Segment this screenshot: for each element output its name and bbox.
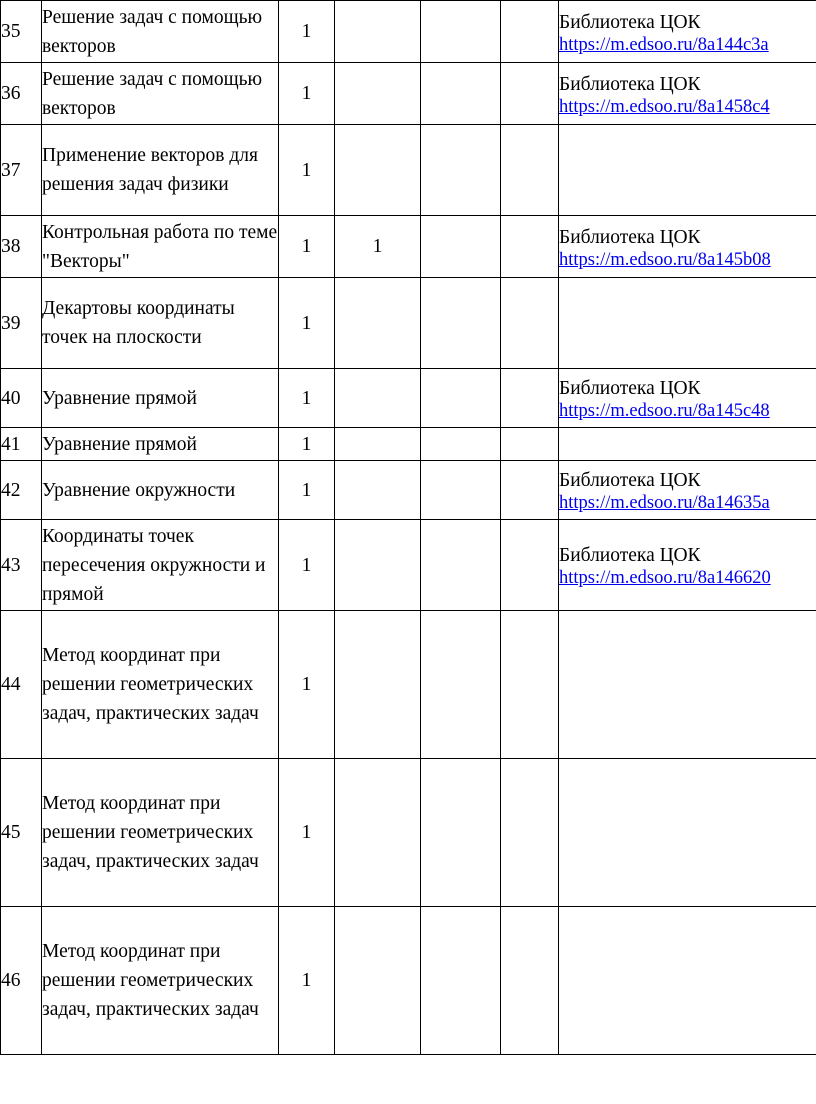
control-works-cell — [335, 1, 421, 63]
control-works-cell — [335, 428, 421, 461]
table-row — [1, 520, 816, 611]
practical-works-cell — [421, 907, 501, 1055]
total-hours-cell: 1 — [279, 369, 335, 428]
practical-works-cell — [421, 611, 501, 759]
study-date-cell — [501, 461, 559, 520]
resource-link[interactable]: https://m.edsoo.ru/8a145c48 — [559, 401, 770, 421]
table-row — [1, 907, 816, 1055]
resource-link[interactable]: https://m.edsoo.ru/8a14635a — [559, 493, 770, 513]
lesson-number-cell: 43 — [1, 520, 42, 611]
library-label: Библиотека ЦОК — [559, 11, 701, 33]
control-works-cell — [335, 125, 421, 216]
study-date-cell — [501, 611, 559, 759]
digital-resources-cell — [559, 63, 816, 125]
control-works-cell — [335, 907, 421, 1055]
resource-link[interactable]: https://m.edsoo.ru/8a145b08 — [559, 249, 771, 270]
practical-works-cell — [421, 1, 501, 63]
digital-resources-cell — [559, 278, 816, 369]
study-date-cell — [501, 369, 559, 428]
lesson-topic-cell: Метод координат при решении геометрических задач, практических задач — [42, 759, 279, 907]
table-row — [1, 759, 816, 907]
study-date-cell — [501, 759, 559, 907]
practical-works-cell — [421, 461, 501, 520]
table-row — [1, 369, 816, 428]
resource-link[interactable]: https://m.edsoo.ru/8a146620 — [559, 568, 771, 588]
control-works-cell — [335, 759, 421, 907]
lesson-number-cell: 36 — [1, 63, 42, 125]
lesson-number-cell: 40 — [1, 369, 42, 428]
control-works-cell — [335, 369, 421, 428]
library-label: Библиотека ЦОК — [559, 378, 701, 399]
total-hours-cell: 1 — [279, 907, 335, 1055]
control-works-cell — [335, 278, 421, 369]
digital-resources-cell — [559, 216, 816, 278]
lesson-topic-cell: Контрольная работа по теме "Векторы" — [42, 216, 279, 278]
control-works-cell — [335, 63, 421, 125]
control-works-cell: 1 — [335, 216, 421, 278]
study-date-cell — [501, 278, 559, 369]
library-label: Библиотека ЦОК — [559, 470, 701, 491]
practical-works-cell — [421, 216, 501, 278]
total-hours-cell: 1 — [279, 520, 335, 611]
library-label: Библиотека ЦОК — [559, 545, 701, 566]
lesson-number-cell: 35 — [1, 1, 42, 63]
lesson-topic-cell: Уравнение прямой — [42, 369, 279, 428]
lesson-number-cell: 45 — [1, 759, 42, 907]
study-date-cell — [501, 216, 559, 278]
table-row — [1, 428, 816, 461]
lesson-number-cell: 46 — [1, 907, 42, 1055]
table-row — [1, 63, 816, 125]
lesson-topic-cell: Метод координат при решении геометрических задач, практических задач — [42, 907, 279, 1055]
study-date-cell — [501, 428, 559, 461]
total-hours-cell: 1 — [279, 125, 335, 216]
digital-resources-cell — [559, 611, 816, 759]
digital-resources-cell — [559, 461, 816, 520]
practical-works-cell — [421, 369, 501, 428]
digital-resources-cell — [559, 520, 816, 611]
lesson-plan-body — [1, 1, 816, 1055]
lesson-number-cell: 41 — [1, 428, 42, 461]
lesson-topic-cell: Координаты точек пересечения окружности и прямой — [42, 520, 279, 611]
total-hours-cell: 1 — [279, 278, 335, 369]
lesson-number-cell: 38 — [1, 216, 42, 278]
lesson-topic-cell: Решение задач с помощью векторов — [42, 63, 279, 125]
digital-resources-cell — [559, 1, 816, 63]
study-date-cell — [501, 1, 559, 63]
lesson-number-cell: 37 — [1, 125, 42, 216]
digital-resources-cell — [559, 428, 816, 461]
digital-resources-cell — [559, 125, 816, 216]
digital-resources-cell — [559, 369, 816, 428]
practical-works-cell — [421, 278, 501, 369]
control-works-cell — [335, 611, 421, 759]
lesson-topic-cell: Метод координат при решении геометрических задач, практических задач — [42, 611, 279, 759]
digital-resources-cell — [559, 907, 816, 1055]
table-row — [1, 1, 816, 63]
control-works-cell — [335, 461, 421, 520]
total-hours-cell: 1 — [279, 63, 335, 125]
control-works-cell — [335, 520, 421, 611]
practical-works-cell — [421, 520, 501, 611]
total-hours-cell: 1 — [279, 428, 335, 461]
library-label: Библиотека ЦОК — [559, 73, 701, 95]
practical-works-cell — [421, 125, 501, 216]
lesson-topic-cell: Уравнение прямой — [42, 428, 279, 461]
table-row — [1, 611, 816, 759]
resource-link[interactable]: https://m.edsoo.ru/8a1458c4 — [559, 96, 770, 117]
lesson-number-cell: 44 — [1, 611, 42, 759]
lesson-topic-cell: Применение векторов для решения задач физики — [42, 125, 279, 216]
study-date-cell — [501, 63, 559, 125]
practical-works-cell — [421, 428, 501, 461]
lesson-number-cell: 42 — [1, 461, 42, 520]
total-hours-cell: 1 — [279, 611, 335, 759]
table-row — [1, 461, 816, 520]
total-hours-cell: 1 — [279, 216, 335, 278]
lesson-topic-cell: Уравнение окружности — [42, 461, 279, 520]
lesson-topic-cell: Декартовы координаты точек на плоскости — [42, 278, 279, 369]
table-row — [1, 278, 816, 369]
total-hours-cell: 1 — [279, 1, 335, 63]
total-hours-cell: 1 — [279, 759, 335, 907]
resource-link[interactable]: https://m.edsoo.ru/8a144c3a — [559, 34, 769, 55]
study-date-cell — [501, 520, 559, 611]
practical-works-cell — [421, 759, 501, 907]
total-hours-cell: 1 — [279, 461, 335, 520]
study-date-cell — [501, 125, 559, 216]
table-row — [1, 216, 816, 278]
practical-works-cell — [421, 63, 501, 125]
lesson-number-cell: 39 — [1, 278, 42, 369]
table-row — [1, 125, 816, 216]
lesson-topic-cell: Решение задач с помощью векторов — [42, 1, 279, 63]
study-date-cell — [501, 907, 559, 1055]
library-label: Библиотека ЦОК — [559, 226, 701, 248]
digital-resources-cell — [559, 759, 816, 907]
